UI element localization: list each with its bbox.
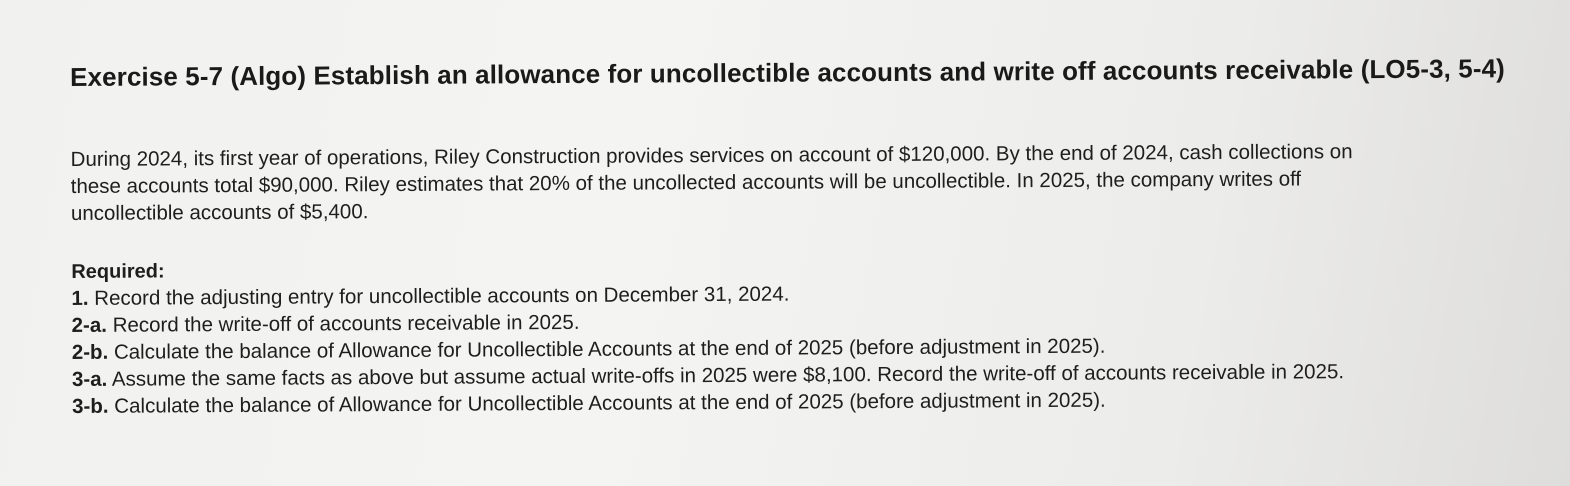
requirement-label: 3-a. bbox=[71, 367, 108, 391]
requirements-list bbox=[71, 276, 1512, 420]
requirement-text: Assume the same facts as above but assume actual write-offs in 2025 were $8,100. Record the write-off of accounts receivable in 2025. bbox=[111, 360, 1345, 391]
requirement-label: 3-b. bbox=[72, 394, 109, 418]
exercise-page bbox=[70, 51, 1512, 420]
requirement-label: 2-b. bbox=[71, 340, 109, 364]
requirement-text: Record the adjusting entry for uncollectible accounts on December 31, 2024. bbox=[94, 282, 790, 310]
required-heading: Required: bbox=[71, 260, 165, 283]
exercise-title: Exercise 5-7 (Algo) Establish an allowance for uncollectible accounts and write off accounts receivable (LO5-3, 5-4) bbox=[70, 53, 1505, 92]
requirement-label: 2-a. bbox=[71, 313, 108, 337]
requirement-label: 1. bbox=[71, 286, 89, 310]
requirement-text: Calculate the balance of Allowance for Uncollectible Accounts at the end of 2025 (before adjustment in 2025). bbox=[114, 388, 1106, 418]
exercise-intro: During 2024, its first year of operations, Riley Construction provides services on account of $120,000. By the end of 2024, cash collections on these accounts total $90,000. Riley estimates that 20% of the uncollected accounts will be uncollectible. In 2025, the company writes off uncollectible accounts of $5,400. bbox=[70, 140, 1353, 225]
requirement-text: Calculate the balance of Allowance for Uncollectible Accounts at the end of 2025 (before adjustment in 2025). bbox=[113, 334, 1106, 364]
requirement-text: Record the write-off of accounts receivable in 2025. bbox=[112, 310, 580, 337]
